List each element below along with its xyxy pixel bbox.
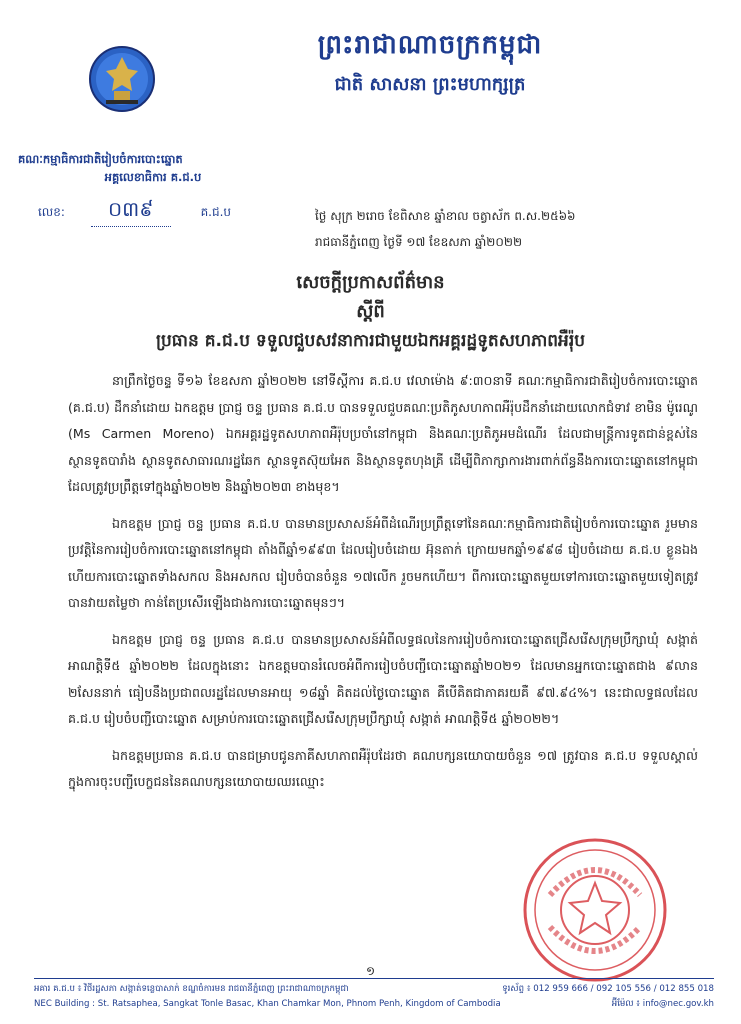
nec-emblem-logo — [88, 45, 156, 113]
ref-label: លេខ: — [38, 205, 65, 219]
paragraph-3-text: ឯកឧត្តម ប្រាជ្ញ ចន្ទ ប្រធាន គ.ជ.ប បានមានប្រសាសន៍អំពីលទ្ធផលនៃការរៀបចំការបោះឆ្នោតជ្រើសរើសក្រុមប្រឹក្សាឃុំ សង្កាត់ អាណត្តិទី៥ ឆ្នាំ២០២២ ដែលក្នុងនោះ ឯកឧត្តមបានរំលេចអំពីការរៀបចំបញ្ជីបោះឆ្នោតឆ្នាំ២០២១ ដែលមានអ្នកបោះឆ្នោតជាង ៩លាន ២សែននាក់ ធៀបនឹងប្រជាពលរដ្ឋដែលមានអាយុ ១៨ឆ្នាំ គិតដល់ថ្ងៃបោះឆ្នោត គឺបើគិតជាភាគរយគឺ ៩៧.៩៤%។ នេះជាលទ្ធផលដែល គ.ជ.ប រៀបចំបញ្ជីបោះឆ្នោត សម្រាប់ការបោះឆ្នោតជ្រើសរើសក្រុមប្រឹក្សាឃុំ សង្កាត់ អាណត្តិទី៥ ឆ្នាំ២០២២។ — [68, 631, 698, 726]
solar-date: រាជធានីភ្នំពេញ ថ្ងៃទី ១៧ ខែឧសភា ឆ្នាំ២០២២ — [315, 235, 523, 249]
title-line-3: ប្រធាន គ.ជ.ប ទទួលជួបសវនាការជាមួយឯកអគ្គរដ្ឋទូតសហភាពអឺរ៉ុប — [155, 331, 586, 351]
paragraph-4-text: ឯកឧត្តមប្រធាន គ.ជ.ប បានជម្រាបជូនភាគីសហភាពអឺរ៉ុបដែរថា គណបក្សនយោបាយចំនួន ១៧ ត្រូវបាន គ.ជ.ប ទទួលស្គាល់ក្នុងការចុះបញ្ជីបេក្ខជននៃគណបក្សនយោបាយឈរឈ្មោះ — [68, 747, 698, 789]
org-name: គណៈកម្មាធិការជាតិរៀបចំការបោះឆ្នោត — [18, 152, 183, 166]
footer-phone: ទូរស័ព្ទ ៖ 012 959 666 / 092 105 556 / 012 855 018 — [502, 984, 714, 994]
document-title — [0, 270, 741, 355]
footer-address-en: NEC Building : St. Ratsaphea, Sangkat Tonle Basac, Khan Chamkar Mon, Phnom Penh, Kingdom of Cambodia — [34, 999, 501, 1009]
national-motto: ជាតិ សាសនា ព្រះមហាក្សត្រ — [334, 74, 526, 95]
issuing-organization — [18, 150, 288, 186]
paragraph-1-text: នាព្រឹកថ្ងៃចន្ទ ទី១៦ ខែឧសភា ឆ្នាំ២០២២ នៅទីស្តីការ គ.ជ.ប វេលាម៉ោង ៩:៣០នាទី គណៈកម្មាធិការជាតិរៀបចំការបោះឆ្នោត (គ.ជ.ប) ដឹកនាំដោយ ឯកឧត្តម ប្រាជ្ញ ចន្ទ ប្រធាន គ.ជ.ប បានទទួលជួបគណៈប្រតិភូសហភាពអឺរ៉ុបដឹកនាំដោយលោកជំទាវ ខាមិន ម៉ូរេណូ (Ms Carmen Moreno) ឯកអគ្គរដ្ឋទូតសហភាពអឺរ៉ុបប្រចាំនៅកម្ពុជា និងគណៈប្រតិភូអមដំណើរ ដែលជាមន្ត្រីការទូតជាន់ខ្ពស់នៃស្ថានទូតបារាំង ស្ថានទូតសាធារណរដ្ឋឆែក ស្ថានទូតស៊ុយអែត និងស្ថានទូតហុងគ្រី ដើម្បីពិភាក្សាការងារពាក់ព័ន្ធនឹងការបោះឆ្នោតនៅកម្ពុជា ដែលត្រូវប្រព្រឹត្តទៅក្នុងឆ្នាំ២០២២ និងឆ្នាំ២០២៣ ខាងមុខ។ — [68, 373, 698, 494]
footer-email: អ៊ីម៉ែល ៖ info@nec.gov.kh — [611, 999, 714, 1009]
paragraph-3 — [68, 627, 698, 733]
ref-number: ០៣៩ — [91, 196, 171, 227]
document-body — [68, 368, 698, 806]
org-unit: អគ្គលេខាធិការ គ.ជ.ប — [104, 170, 202, 184]
paragraph-2-text: ឯកឧត្តម ប្រាជ្ញ ចន្ទ ប្រធាន គ.ជ.ប បានមានប្រសាសន៍អំពីដំណើរប្រព្រឹត្តទៅនៃគណៈកម្មាធិការជាតិរៀបចំការបោះឆ្នោត រួមមាន ប្រវត្តិនៃការរៀបចំការបោះឆ្នោតនៅកម្ពុជា តាំងពីឆ្នាំ១៩៩៣ ដែលរៀបចំដោយ អ៊ុនតាក់ ក្រោយមកឆ្នាំ១៩៩៨ រៀបចំដោយ គ.ជ.ប ខ្លួនឯង ហើយការបោះឆ្នោតទាំងសកល និងអសកល រៀបចំបានចំនួន ១៧លើក រួចមកហើយ។ ពីការបោះឆ្នោតមួយទៅការបោះឆ្នោតមួយទៀតត្រូវបានវាយតម្លៃថា កាន់តែប្រសើរឡើងជាងការបោះឆ្នោតមុនៗ។ — [68, 515, 698, 610]
lunar-date: ថ្ងៃ សុក្រ ២រោច ខែពិសាខ ឆ្នាំខាល ចត្វាស័ក ព.ស.២៥៦៦ — [315, 209, 576, 223]
page-footer — [34, 978, 714, 1012]
ref-suffix: គ.ជ.ប — [200, 205, 232, 219]
date-block — [315, 203, 715, 255]
title-line-1: សេចក្តីប្រកាសព័ត៌មាន — [296, 272, 445, 293]
reference-number-line — [38, 196, 231, 227]
paragraph-2 — [68, 511, 698, 617]
paragraph-1 — [68, 368, 698, 501]
title-line-2: ស្តីពី — [356, 301, 385, 322]
kingdom-header — [300, 28, 560, 99]
kingdom-title: ព្រះរាជាណាចក្រកម្ពុជា — [317, 30, 543, 60]
page-number: ១ — [365, 964, 376, 978]
footer-address-kh: អគារ គ.ជ.ប ៖ វិថីរដ្ឋសភា សង្កាត់ទន្លេបាសាក់ ខណ្ឌចំការមន រាជធានីភ្នំពេញ ព្រះរាជាណាចក្រកម្ពុជា — [34, 984, 349, 994]
paragraph-4 — [68, 743, 698, 796]
